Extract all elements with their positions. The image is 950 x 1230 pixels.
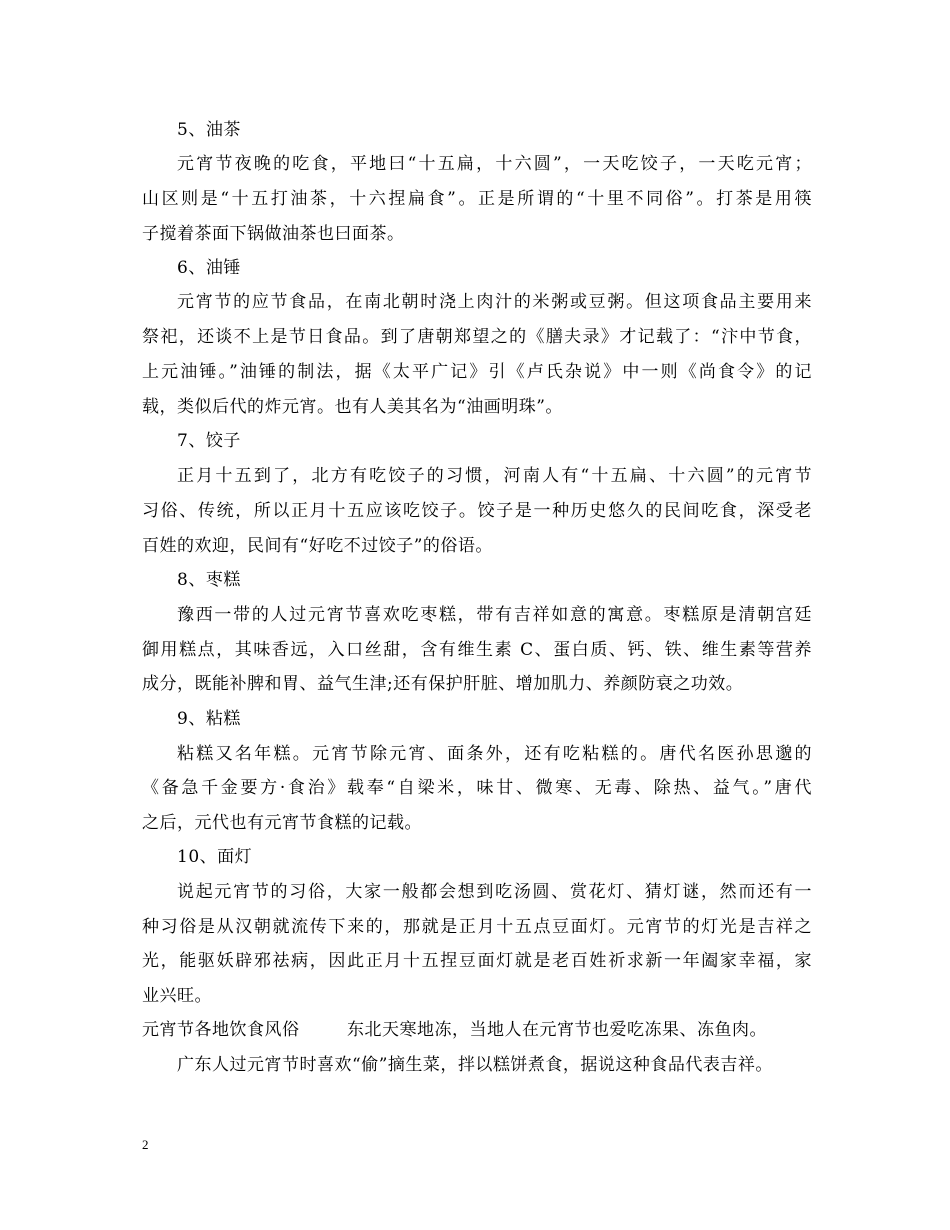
paragraph-line: 元宵节夜晚的吃食，平地曰“十五扁，十六圆”，一天吃饺子，一天吃元宵； [177, 154, 812, 174]
paragraph-line: 祭祀，还谈不上是节日食品。到了唐朝郑望之的《膳夫录》才记载了：“汴中节食， [142, 327, 812, 347]
paragraph-line: 上元油锤。”油锤的制法，据《太平广记》引《卢氏杂说》中一则《尚食令》的记 [142, 362, 812, 382]
regional-title: 元宵节各地饮食风俗 [142, 1020, 300, 1040]
section-heading-youchui: 6、油锤 [177, 258, 241, 278]
paragraph-line: 元宵节的应节食品，在南北朝时浇上肉汁的米粥或豆粥。但这项食品主要用来 [177, 292, 812, 312]
regional-line-guangdong: 广东人过元宵节时喜欢“偷”摘生菜，拌以糕饼煮食，据说这种食品代表吉祥。 [177, 1055, 773, 1075]
section-heading-youcha: 5、油茶 [177, 120, 241, 140]
page-number: 2 [142, 1137, 149, 1152]
paragraph-line: 种习俗是从汉朝就流传下来的，那就是正月十五点豆面灯。元宵节的灯光是吉祥之 [142, 917, 812, 937]
paragraph-line: 成分，既能补脾和胃、益气生津;还有保护肝脏、增加肌力、养颜防衰之功效。 [142, 674, 744, 694]
paragraph-line: 习俗、传统，所以正月十五应该吃饺子。饺子是一种历史悠久的民间吃食，深受老 [142, 501, 812, 521]
paragraph-line: 之后，元代也有元宵节食糕的记载。 [142, 813, 422, 833]
paragraph-line: 载，类似后代的炸元宵。也有人美其名为“油画明珠”。 [142, 397, 563, 417]
section-heading-zaogao: 8、枣糕 [177, 570, 241, 590]
paragraph-line: 粘糕又名年糕。元宵节除元宵、面条外，还有吃粘糕的。唐代名医孙思邈的 [177, 744, 812, 764]
paragraph-line: 子搅着茶面下锅做油茶也曰面茶。 [142, 224, 405, 244]
section-heading-jiaozi: 7、饺子 [177, 431, 241, 451]
paragraph-line: 《备急千金要方·食治》载奉“自梁米，味甘、微寒、无毒、除热、益气。”唐代 [142, 778, 812, 798]
section-heading-miandeng: 10、面灯 [177, 847, 253, 867]
paragraph-line: 豫西一带的人过元宵节喜欢吃枣糕，带有吉祥如意的寓意。枣糕原是清朝宫廷 [177, 605, 812, 625]
paragraph-line: 山区则是“十五打油茶，十六捏扁食”。正是所谓的“十里不同俗”。打茶是用筷 [142, 189, 812, 209]
paragraph-line: 正月十五到了，北方有吃饺子的习惯，河南人有“十五扁、十六圆”的元宵节 [177, 466, 812, 486]
paragraph-line: 御用糕点，其味香远，入口丝甜，含有维生素 C、蛋白质、钙、铁、维生素等营养 [142, 640, 812, 660]
paragraph-line: 光，能驱妖辟邪祛病，因此正月十五捏豆面灯就是老百姓祈求新一年阖家幸福，家 [142, 951, 812, 971]
paragraph-line: 百姓的欢迎，民间有“好吃不过饺子”的俗语。 [142, 536, 493, 556]
section-heading-niangao: 9、粘糕 [177, 709, 241, 729]
paragraph-line: 业兴旺。 [142, 986, 212, 1006]
paragraph-line: 说起元宵节的习俗，大家一般都会想到吃汤圆、赏花灯、猜灯谜，然而还有一 [177, 882, 812, 902]
regional-line-northeast: 东北天寒地冻，当地人在元宵节也爱吃冻果、冻鱼肉。 [347, 1020, 767, 1040]
